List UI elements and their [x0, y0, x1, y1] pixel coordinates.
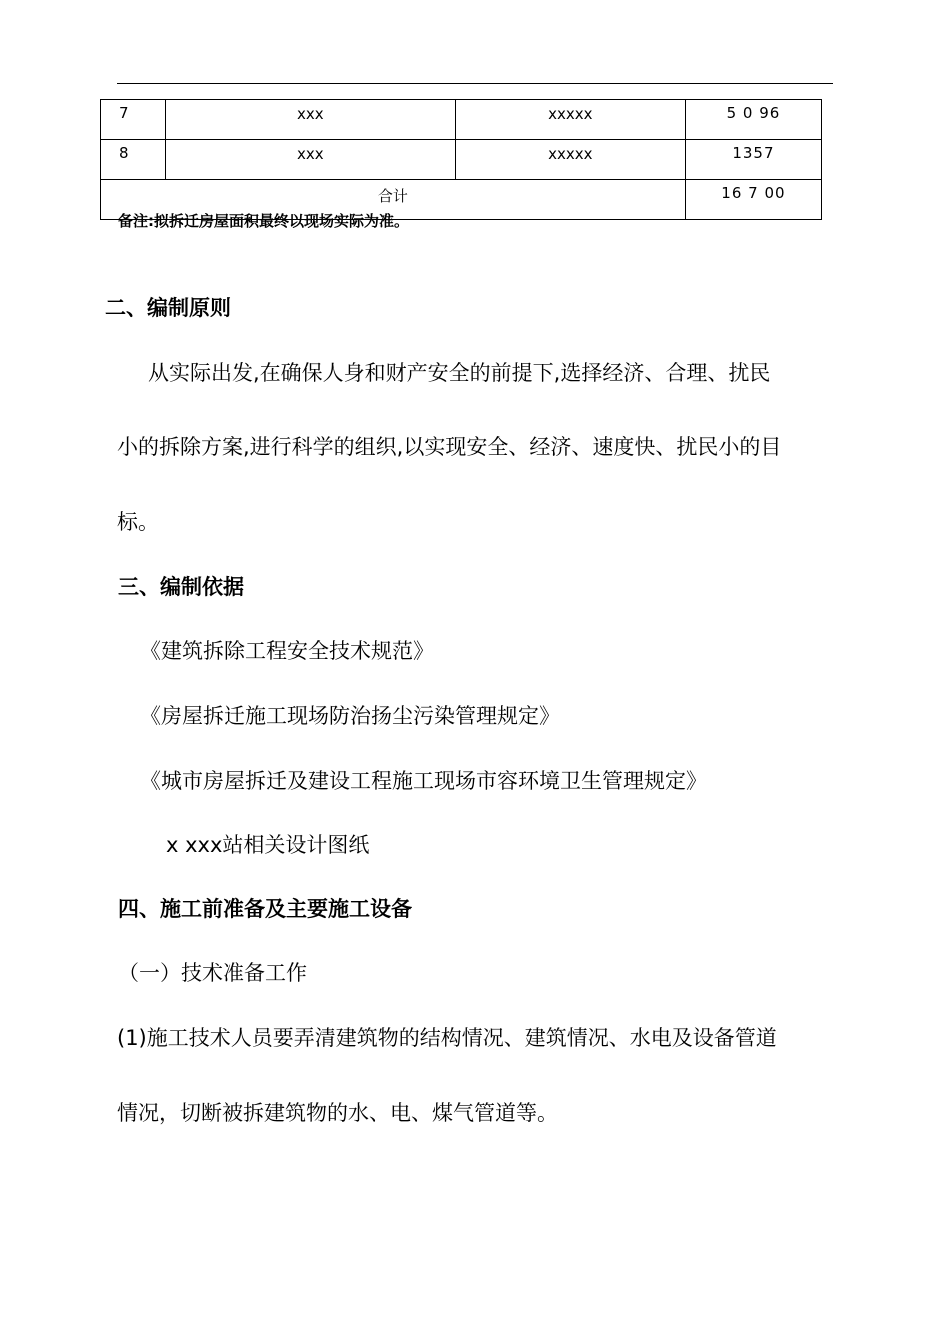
- paragraph-line: 标。: [117, 510, 159, 534]
- row-number: 8: [101, 140, 166, 180]
- building-area: 1357: [685, 140, 821, 180]
- building-name: xxx: [165, 100, 455, 140]
- reference-item: 《房屋拆迁施工现场防治扬尘污染管理规定》: [140, 704, 560, 728]
- reference-item: 《城市房屋拆迁及建设工程施工现场市容环境卫生管理规定》: [140, 769, 707, 793]
- section-heading-basis: 三、编制依据: [118, 575, 244, 599]
- building-code: xxxxx: [455, 100, 685, 140]
- building-code: xxxxx: [455, 140, 685, 180]
- header-rule: [117, 83, 833, 84]
- table-note: 备注:拟拆迁房屋面积最终以现场实际为准。: [118, 212, 410, 230]
- row-number: 7: [101, 100, 166, 140]
- total-value: 16 7 00: [685, 180, 821, 220]
- total-label: 合计: [101, 180, 686, 220]
- reference-item: 《建筑拆除工程安全技术规范》: [140, 639, 434, 663]
- paragraph-line: 小的拆除方案,进行科学的组织,以实现安全、经济、速度快、扰民小的目: [117, 435, 782, 459]
- building-name: xxx: [165, 140, 455, 180]
- subsection-heading: （一）技术准备工作: [118, 961, 307, 985]
- demolition-area-table: [100, 99, 822, 220]
- paragraph-line: (1)施工技术人员要弄清建筑物的结构情况、建筑情况、水电及设备管道: [117, 1026, 777, 1050]
- reference-item: x xxx站相关设计图纸: [166, 833, 370, 857]
- section-heading-principles: 二、编制原则: [105, 296, 231, 320]
- building-area: 5 0 96: [685, 100, 821, 140]
- section-heading-preparation: 四、施工前准备及主要施工设备: [118, 897, 412, 921]
- paragraph-line: 情况，切断被拆建筑物的水、电、煤气管道等。: [117, 1101, 558, 1125]
- paragraph-line: 从实际出发,在确保人身和财产安全的前提下,选择经济、合理、扰民: [148, 361, 771, 385]
- table-row: [101, 140, 822, 180]
- table-row: [101, 100, 822, 140]
